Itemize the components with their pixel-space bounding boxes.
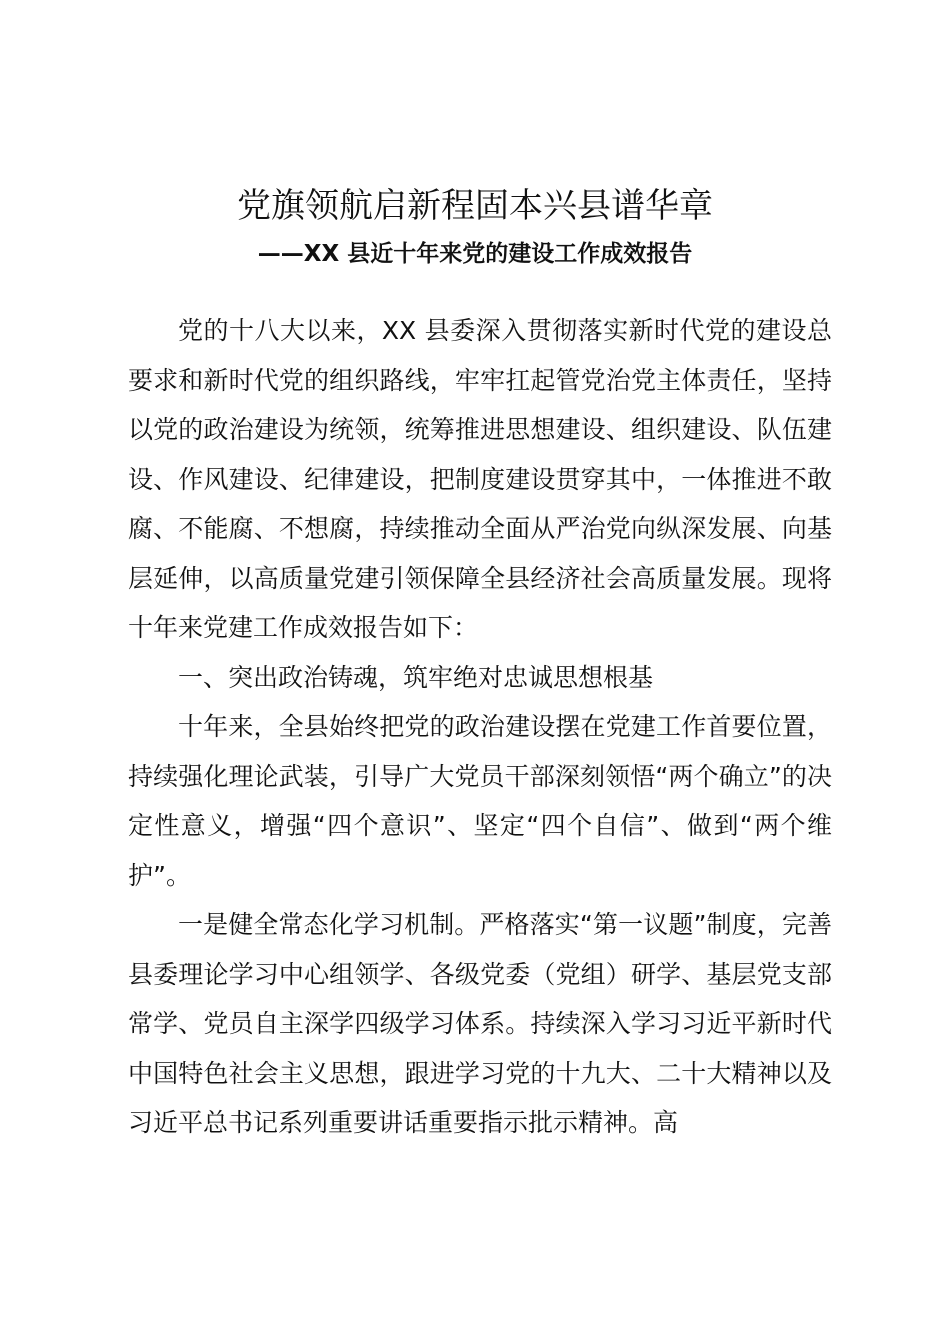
paragraph-point-1: 一是健全常态化学习机制。严格落实“第一议题”制度，完善县委理论学习中心组领学、各级党委（党组）研学、基层党支部常学、党员自主深学四级学习体系。持续深入学习习近平新时代中国特色社会主义思想，跟进学习党的十九大、二十大精神以及习近平总书记系列重要讲话重要指示批示精神。高 [128, 910, 832, 1137]
document-body [128, 306, 832, 1148]
paragraph-intro: 党的十八大以来，XX 县委深入贯彻落实新时代党的建设总要求和新时代党的组织路线，牢牢扛起管党治党主体责任，坚持以党的政治建设为统领，统筹推进思想建设、组织建设、队伍建设、作风建设、纪律建设，把制度建设贯穿其中，一体推进不敢腐、不能腐、不想腐，持续推动全面从严治党向纵深发展、向基层延伸，以高质量党建引领保障全县经济社会高质量发展。现将十年来党建工作成效报告如下： [128, 316, 832, 642]
section-heading-1: 一、突出政治铸魂，筑牢绝对忠诚思想根基 [178, 662, 654, 692]
paragraph-section-1: 十年来，全县始终把党的政治建设摆在党建工作首要位置，持续强化理论武装，引导广大党员干部深刻领悟“两个确立”的决定性意义，增强“四个意识”、坚定“四个自信”、做到“两个维护”。 [128, 712, 832, 890]
document-title: 党旗领航启新程固本兴县谱华章 [237, 186, 713, 226]
document-subtitle: ——XX 县近十年来党的建设工作成效报告 [257, 241, 693, 267]
